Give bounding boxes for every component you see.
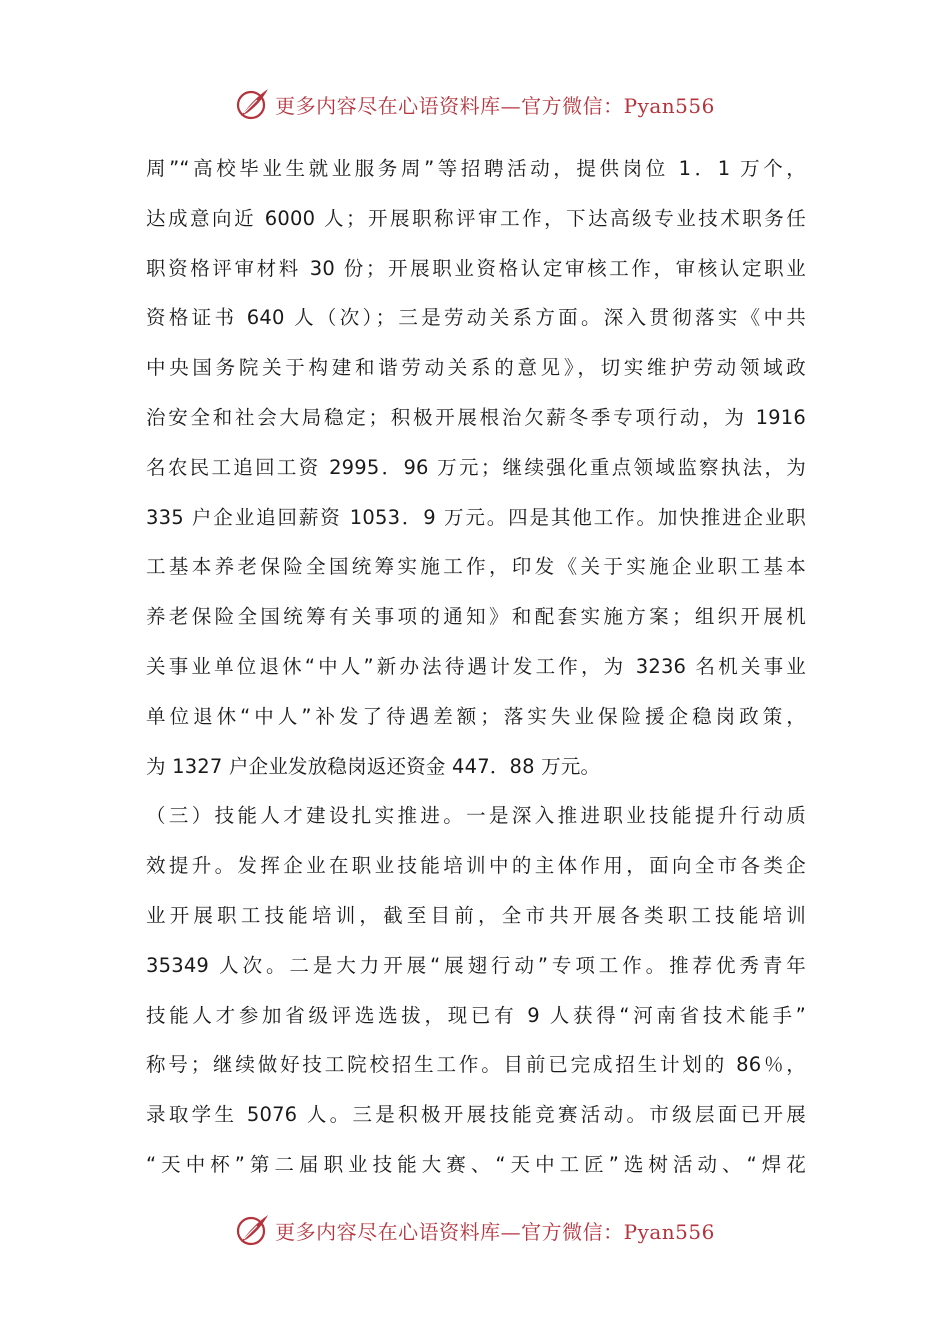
text-line: 35349 人次。二是大力开展“展翅行动”专项工作。推荐优秀青年 bbox=[146, 953, 806, 977]
text-line: 录取学生 5076 人。三是积极开展技能竞赛活动。市级层面已开展 bbox=[146, 1103, 806, 1127]
text-line: 关事业单位退休“中人”新办法待遇计发工作，为 3236 名机关事业 bbox=[146, 654, 806, 678]
text-line: 335 户企业追回薪资 1053．9 万元。四是其他工作。加快推进企业职 bbox=[146, 505, 806, 529]
document-body bbox=[146, 146, 806, 1192]
text-line: 周”“高校毕业生就业服务周”等招聘活动，提供岗位 1．1 万个， bbox=[146, 157, 806, 180]
text-line: 效提升。发挥企业在职业技能培训中的主体作用，面向全市各类企 bbox=[146, 854, 806, 878]
text-line: 称号；继续做好技工院校招生工作。目前已完成招生计划的 86％， bbox=[146, 1053, 806, 1077]
text-line: （三）技能人才建设扎实推进。一是深入推进职业技能提升行动质 bbox=[146, 804, 806, 828]
text-line: 名农民工追回工资 2995．96 万元；继续强化重点领域监察执法，为 bbox=[146, 455, 806, 479]
text-line: “天中杯”第二届职业技能大赛、“天中工匠”选树活动、“焊花 bbox=[146, 1152, 806, 1176]
text-line: 养老保险全国统筹有关事项的通知》和配套实施方案；组织开展机 bbox=[146, 605, 806, 629]
quill-pen-logo-icon bbox=[235, 1212, 271, 1248]
text-line: 中央国务院关于构建和谐劳动关系的意见》，切实维护劳动领域政 bbox=[146, 356, 806, 380]
header-banner bbox=[0, 84, 950, 124]
footer-banner bbox=[0, 1210, 950, 1250]
text-line: 技能人才参加省级评选选拔，现已有 9 人获得“河南省技术能手” bbox=[146, 1003, 806, 1027]
text-line: 业开展职工技能培训，截至目前，全市共开展各类职工技能培训 bbox=[146, 903, 806, 927]
text-line: 治安全和社会大局稳定；积极开展根治欠薪冬季专项行动，为 1916 bbox=[146, 405, 806, 429]
header-banner-text: 更多内容尽在心语资料库—官方微信：Pyan556 bbox=[275, 93, 715, 118]
text-line: 工基本养老保险全国统筹实施工作，印发《关于实施企业职工基本 bbox=[146, 555, 806, 579]
text-line: 职资格评审材料 30 份；开展职业资格认定审核工作，审核认定职业 bbox=[146, 256, 806, 280]
text-line: 资格证书 640 人（次）；三是劳动关系方面。深入贯彻落实《中共 bbox=[146, 306, 806, 330]
quill-pen-logo-icon bbox=[235, 86, 271, 122]
footer-banner-text: 更多内容尽在心语资料库—官方微信：Pyan556 bbox=[275, 1219, 715, 1244]
text-line: 单位退休“中人”补发了待遇差额；落实失业保险援企稳岗政策， bbox=[146, 704, 806, 728]
text-line: 达成意向近 6000 人；开展职称评审工作，下达高级专业技术职务任 bbox=[146, 206, 806, 230]
text-line: 为 1327 户企业发放稳岗返还资金 447．88 万元。 bbox=[146, 754, 601, 778]
